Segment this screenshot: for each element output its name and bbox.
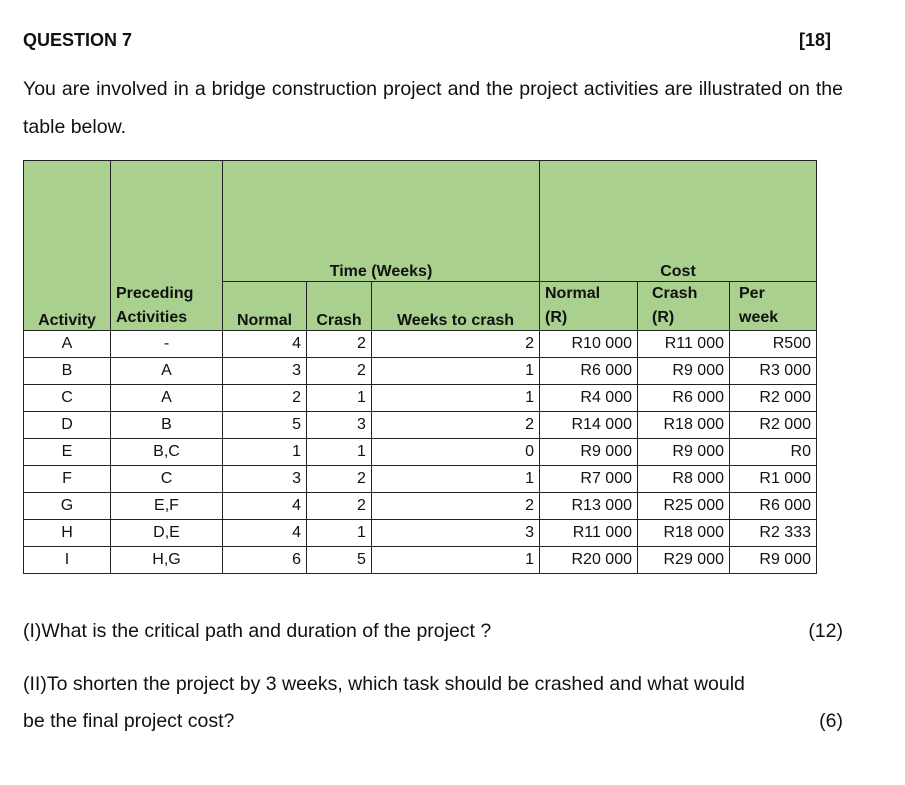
cell-normal: 6 — [223, 547, 307, 574]
cell-preceding: E,F — [111, 493, 223, 520]
cell-crash-cost: R29 000 — [638, 547, 730, 574]
cell-normal: 3 — [223, 358, 307, 385]
cell-crash-cost: R25 000 — [638, 493, 730, 520]
cell-normal: 4 — [223, 520, 307, 547]
cell-preceding: D,E — [111, 520, 223, 547]
cell-crash: 1 — [307, 520, 372, 547]
header-normal-time: Normal — [223, 282, 307, 331]
table-row — [24, 331, 817, 358]
cell-normal-cost: R7 000 — [540, 466, 638, 493]
cell-crash-cost: R8 000 — [638, 466, 730, 493]
cell-normal-cost: R9 000 — [540, 439, 638, 466]
cell-normal: 4 — [223, 493, 307, 520]
cell-normal-cost: R14 000 — [540, 412, 638, 439]
cell-per-week: R6 000 — [730, 493, 817, 520]
cell-per-week: R3 000 — [730, 358, 817, 385]
cell-per-week: R9 000 — [730, 547, 817, 574]
header-crash-time: Crash — [307, 282, 372, 331]
cell-crash-cost: R9 000 — [638, 358, 730, 385]
cell-per-week: R500 — [730, 331, 817, 358]
cell-activity: C — [24, 385, 111, 412]
cell-activity: I — [24, 547, 111, 574]
cell-per-week: R0 — [730, 439, 817, 466]
cell-weeks: 0 — [372, 439, 540, 466]
cell-activity: H — [24, 520, 111, 547]
question-1-marks: (12) — [808, 620, 843, 642]
cell-crash-cost: R18 000 — [638, 412, 730, 439]
cell-crash: 3 — [307, 412, 372, 439]
table-body — [24, 331, 817, 574]
cell-crash-cost: R6 000 — [638, 385, 730, 412]
cell-normal: 5 — [223, 412, 307, 439]
cell-crash: 5 — [307, 547, 372, 574]
cell-crash: 2 — [307, 358, 372, 385]
header-per-week: Per week — [730, 282, 817, 331]
question-1 — [23, 620, 843, 643]
table-row — [24, 358, 817, 385]
table-row — [24, 412, 817, 439]
cell-normal-cost: R10 000 — [540, 331, 638, 358]
cell-weeks: 2 — [372, 412, 540, 439]
cell-normal: 1 — [223, 439, 307, 466]
cell-normal: 2 — [223, 385, 307, 412]
cell-crash-cost: R18 000 — [638, 520, 730, 547]
intro-paragraph: You are involved in a bridge construction project and the project activities are illustrated on the table below. — [23, 78, 843, 138]
table-row — [24, 520, 817, 547]
cell-preceding: - — [111, 331, 223, 358]
cell-weeks: 1 — [372, 385, 540, 412]
cell-normal-cost: R20 000 — [540, 547, 638, 574]
cell-crash: 2 — [307, 331, 372, 358]
cell-preceding: A — [111, 385, 223, 412]
header-weeks-to-crash: Weeks to crash — [372, 282, 540, 331]
question-2-line-2 — [23, 710, 843, 733]
cell-crash-cost: R11 000 — [638, 331, 730, 358]
cell-crash-cost: R9 000 — [638, 439, 730, 466]
cell-weeks: 1 — [372, 358, 540, 385]
header-activity: Activity — [24, 161, 111, 331]
header-row-top — [24, 161, 817, 282]
table-row — [24, 466, 817, 493]
question-2-text-1: (II)To shorten the project by 3 weeks, which task should be crashed and what would — [23, 673, 745, 695]
cell-per-week: R2 333 — [730, 520, 817, 547]
cell-normal-cost: R4 000 — [540, 385, 638, 412]
header-preceding: Preceding Activities — [111, 161, 223, 331]
cell-weeks: 2 — [372, 331, 540, 358]
header-crash-cost: Crash (R) — [638, 282, 730, 331]
question-2-text-2: be the final project cost? — [23, 710, 235, 732]
cell-preceding: B,C — [111, 439, 223, 466]
cell-activity: F — [24, 466, 111, 493]
question-title: QUESTION 7 — [23, 30, 133, 50]
cell-normal: 4 — [223, 331, 307, 358]
cell-activity: A — [24, 331, 111, 358]
cell-preceding: A — [111, 358, 223, 385]
cell-crash: 1 — [307, 385, 372, 412]
cell-normal-cost: R6 000 — [540, 358, 638, 385]
cell-crash: 2 — [307, 493, 372, 520]
table-row — [24, 493, 817, 520]
cell-weeks: 2 — [372, 493, 540, 520]
cell-crash: 1 — [307, 439, 372, 466]
cell-weeks: 3 — [372, 520, 540, 547]
cell-normal-cost: R13 000 — [540, 493, 638, 520]
cell-activity: B — [24, 358, 111, 385]
header-normal-cost: Normal (R) — [540, 282, 638, 331]
cell-activity: E — [24, 439, 111, 466]
cell-weeks: 1 — [372, 547, 540, 574]
question-2-line-1 — [23, 673, 843, 696]
cell-normal-cost: R11 000 — [540, 520, 638, 547]
question-marks: [18] — [798, 30, 831, 50]
cell-per-week: R2 000 — [730, 412, 817, 439]
header-time-group: Time (Weeks) — [223, 161, 540, 282]
table-row — [24, 385, 817, 412]
table-row — [24, 547, 817, 574]
question-header — [23, 30, 831, 51]
question-2-marks: (6) — [819, 710, 843, 732]
cell-activity: D — [24, 412, 111, 439]
header-cost-group: Cost — [540, 161, 817, 282]
cell-preceding: B — [111, 412, 223, 439]
cell-preceding: C — [111, 466, 223, 493]
table-row — [24, 439, 817, 466]
activity-table — [23, 160, 817, 574]
cell-normal: 3 — [223, 466, 307, 493]
cell-crash: 2 — [307, 466, 372, 493]
cell-weeks: 1 — [372, 466, 540, 493]
cell-preceding: H,G — [111, 547, 223, 574]
question-1-text: (I)What is the critical path and duration of the project ? — [23, 620, 492, 642]
cell-per-week: R2 000 — [730, 385, 817, 412]
cell-activity: G — [24, 493, 111, 520]
cell-per-week: R1 000 — [730, 466, 817, 493]
